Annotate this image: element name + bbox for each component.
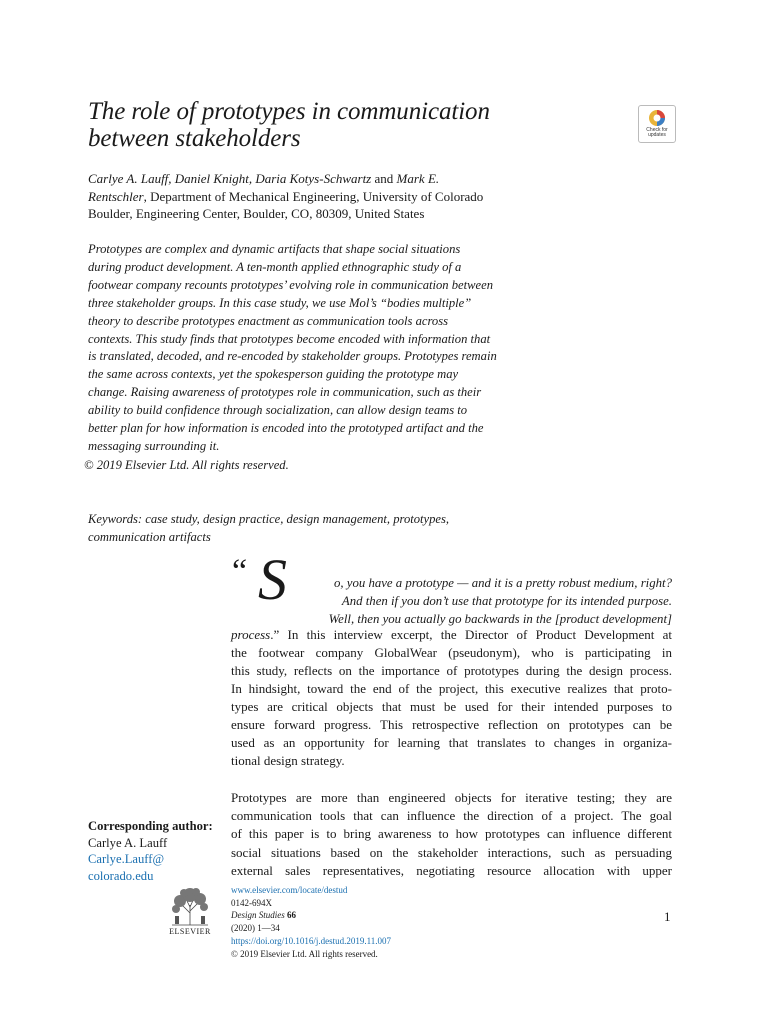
abstract-line: is translated, decoded, and re-encoded by stakeholder groups. Prototypes remain: [88, 349, 497, 364]
body-line: ensure forward progress. This retrospective reflection on prototypes can be: [231, 717, 672, 732]
abstract-line: Prototypes are complex and dynamic artifacts that shape social situations: [88, 242, 461, 256]
body-line: external sales representatives, negotiating resource allocation with upper: [231, 862, 672, 878]
abstract-copyright: © 2019 Elsevier Ltd. All rights reserved.: [84, 458, 289, 472]
body-line-last: tional design strategy.: [231, 753, 345, 768]
paper-title: [88, 98, 588, 152]
quote-line-1: o, you have a prototype — and it is a pretty robust medium, right?: [333, 576, 672, 590]
body-line: used as an opportunity for learning that translates to changes in organiza-: [231, 735, 672, 750]
keywords: [88, 511, 508, 547]
keywords-line-1: Keywords: case study, design practice, design management, prototypes,: [88, 512, 450, 526]
journal-volume: 66: [284, 910, 296, 921]
doi-link[interactable]: https://doi.org/10.1016/j.destud.2019.11.007: [231, 935, 392, 946]
abstract-line: theory to describe prototypes enactment as communication tools across: [88, 313, 449, 328]
journal-name: Design Studies: [231, 910, 285, 921]
abstract-line: three stakeholder groups. In this case study, we use Mol’s “bodies multiple”: [88, 295, 472, 310]
quote-line-2: And then if you don’t use that prototype for its intended purpose.: [341, 594, 672, 608]
quote-line-3: Well, then you actually go backwards in the [product development]: [328, 612, 672, 626]
abstract-line: contexts. This study finds that prototypes become encoded with information that: [88, 331, 491, 346]
author-names: Carlye A. Lauff, Daniel Knight, Daria Kotys-Schwartz: [88, 171, 372, 186]
issn: 0142-694X: [231, 897, 272, 908]
authors-affiliation: [88, 170, 528, 223]
journal-citation: [231, 897, 391, 935]
authors-and: and: [371, 171, 397, 186]
author-name-last-2: Rentschler: [88, 188, 144, 204]
journal-year-pages: (2020) 1—34: [231, 923, 280, 934]
author-name-last: Mark E.: [396, 171, 440, 186]
footer-copyright: © 2019 Elsevier Ltd. All rights reserved.: [231, 948, 378, 959]
title-line-1: The role of prototypes in communication: [88, 98, 490, 125]
body-line: the footwear company GlobalWear (pseudonym), who is participating in: [231, 645, 672, 660]
check-for-updates-icon: [647, 108, 667, 128]
body-line-rest: .” In this interview excerpt, the Director of Product Development at: [270, 627, 672, 642]
affiliation-line-1: , Department of Mechanical Engineering, University of Colorado: [143, 188, 484, 204]
abstract-line: the same across contexts, yet the spokesperson guiding the prototype may: [88, 367, 459, 382]
body-line: types are critical objects that must be used for their intended purposes to: [231, 699, 672, 714]
process-word: process: [231, 627, 271, 642]
corresponding-author-label: Corresponding author:: [88, 819, 213, 833]
body-paragraph-2: [231, 789, 672, 880]
keywords-line-2: communication artifacts: [88, 529, 211, 544]
check-for-updates-badge[interactable]: [638, 105, 676, 143]
page-number: 1: [664, 909, 671, 924]
journal-url[interactable]: www.elsevier.com/locate/destud: [231, 885, 348, 895]
updates-label: updates: [648, 132, 666, 138]
body-line: social situations based on the stakeholder interactions, such as persuading: [231, 844, 672, 860]
abstract: [88, 241, 533, 456]
body-line: this study, reflects on the importance of prototypes during the design process.: [231, 663, 672, 678]
body-line: of this paper is to bring awareness to how prototypes can influence different: [231, 826, 672, 842]
corresponding-author: [88, 818, 228, 884]
abstract-line: ability to build confidence through socialization, can allow design teams to: [88, 403, 468, 418]
check-for-label: Check for: [646, 127, 668, 133]
opening-quote-mark: “: [232, 553, 248, 590]
journal-footer: [231, 884, 391, 960]
abstract-line: during product development. A ten-month applied ethnographic study of a: [88, 259, 462, 274]
corresponding-author-email-1[interactable]: Carlye.Lauff@: [88, 852, 165, 866]
body-line: Prototypes are more than engineered objects for iterative testing; they are: [231, 790, 672, 805]
drop-cap: S: [258, 547, 287, 612]
abstract-line: change. Raising awareness of prototypes role in communication, such as their: [88, 385, 482, 400]
abstract-line: messaging surrounding it.: [88, 438, 220, 453]
body-line: communication tools that can influence the direction of a project. The goal: [231, 808, 672, 824]
elsevier-wordmark: ELSEVIER: [169, 927, 211, 936]
corresponding-author-email-2[interactable]: colorado.edu: [88, 868, 154, 883]
corresponding-author-name: Carlye A. Lauff: [88, 835, 168, 850]
body-line: [231, 626, 672, 644]
abstract-line: footwear company recounts prototypes’ evolving role in communication between: [88, 277, 494, 292]
affiliation-line-2: Boulder, Engineering Center, Boulder, CO, 80309, United States: [88, 206, 425, 221]
abstract-line: better plan for how information is encoded into the prototyped artifact and the: [88, 421, 484, 436]
body-paragraph-1: [231, 626, 672, 770]
body-line: In hindsight, toward the end of the project, this executive realizes that proto-: [231, 681, 672, 696]
title-line-2: between stakeholders: [88, 125, 301, 152]
